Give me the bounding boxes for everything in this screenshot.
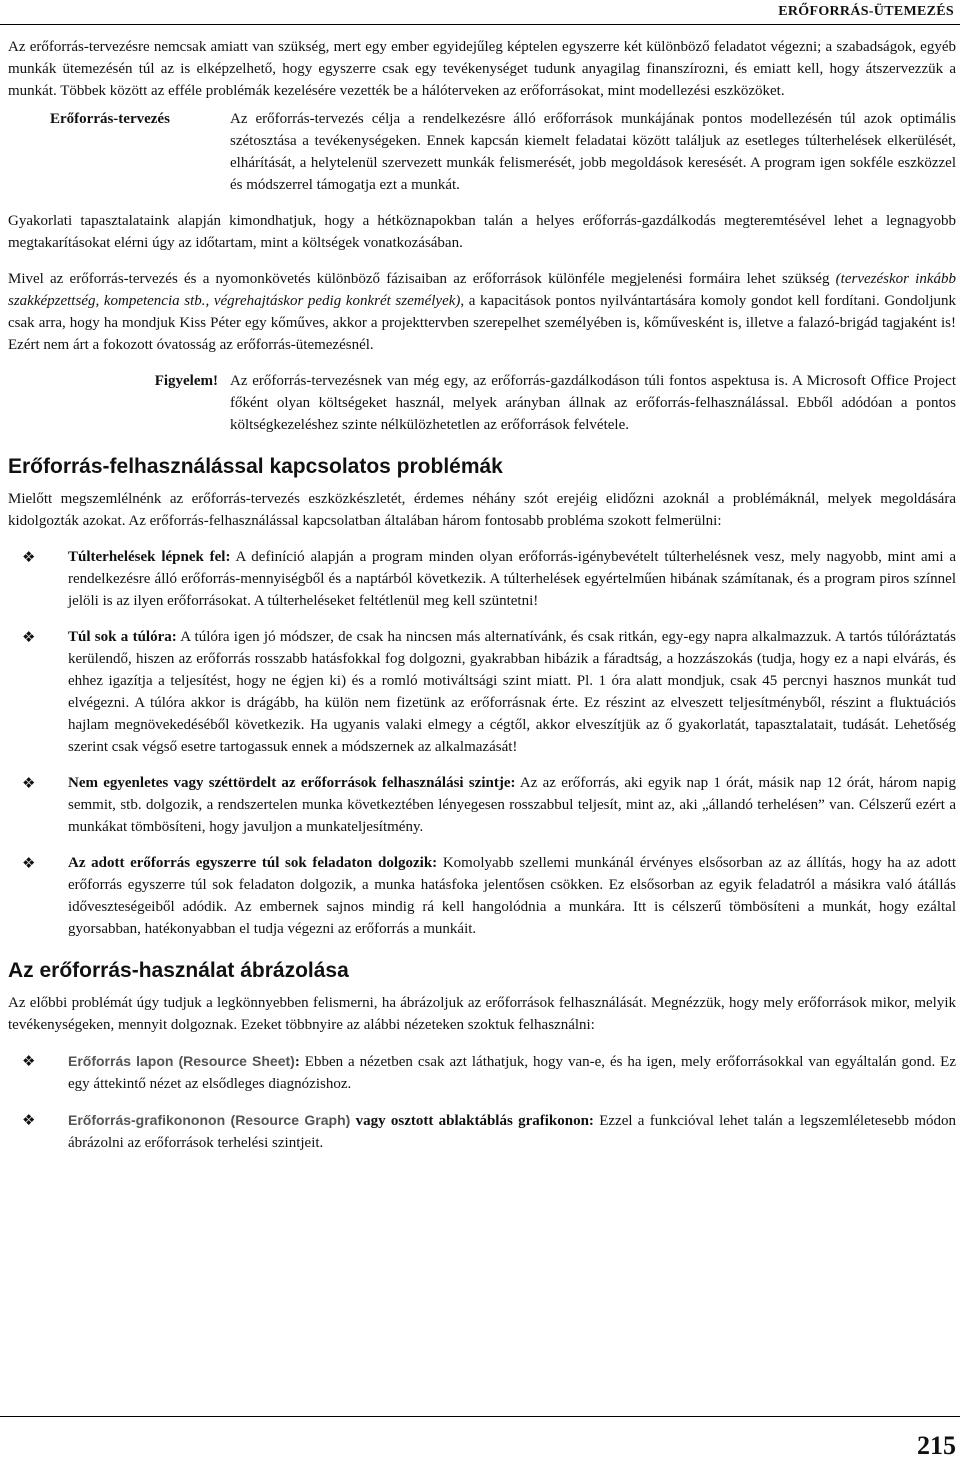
- list-item: ❖ Az adott erőforrás egyszerre túl sok feladaton dolgozik: Komolyabb szellemi munkánál érvényes elsősorban az az állítás, hogy ha az adott erőforrás egyszerre túl sok feladaton dolgozik, a munka hatásfoka jelentősen csökken. Ez elsősorban az egyik feladatról a másikra való átállás időveszteségeiből adódik. Az embernek sajnos mindig rá kell hangolódnia a munkára. Itt is célszerű tömbösíteni a munkát, hogy ezáltal gyorsabban, hatékonyabban el tudja végezni az erőforrás a munkáit.: [22, 854, 956, 937]
- italic-note: (tervezéskor inkább szakképzettség, kompetencia stb., végrehajtáskor pedig konkrét személyek): [8, 271, 956, 309]
- list-item: ❖ Erőforrás lapon (Resource Sheet): Ebben a nézetben csak azt láthatjuk, hogy van-e, és ha igen, mely erőforrásokkal van egyáltalán gond. Ez egy áttekintő nézet az elsődleges diagnózishoz.: [22, 1052, 957, 1092]
- checkmark-bullet-icon: ❖: [22, 774, 36, 792]
- problems-list: [8, 546, 956, 940]
- checkmark-bullet-icon: ❖: [22, 548, 36, 566]
- intro-paragraph: Az erőforrás-tervezésre nemcsak amiatt van szükség, mert egy ember egyidejűleg képtelen egyszerre két különböző feladatot végezni; a szabadságok, egyéb munkák ütemezésén túl az is elképzelhető, hogy egyszerre csak egy tevékenységet tudunk anyagilag finanszírozni, és emiatt kell, hogy átszervezzük a munkát. Többek között az efféle problémák kezelésére vezették be a hálóterveken az erőforrásokat, mint modellezési eszközöket.: [8, 39, 956, 99]
- section-heading-problems: Erőforrás-felhasználással kapcsolatos problémák: [8, 455, 503, 478]
- attention-label: Figyelem!: [154, 373, 218, 389]
- list-item: ❖ Erőforrás-grafikononon (Resource Graph) vagy osztott ablaktáblás grafikonon: Ezzel a funkcióval lehet talán a legszemléletesebb módon ábrázolni az erőforrások terhelési szintjeit.: [22, 1111, 956, 1151]
- page-number: 215: [917, 1431, 956, 1460]
- caution-paragraph: Mivel az erőforrás-tervezés és a nyomonkövetés különböző fázisaiban az erőforrások különféle megjelenési formáira lehet szükség (tervezéskor inkább szakképzettség, kompetencia stb., végrehajtáskor pedig konkrét személyek), a kapacitások pontos nyilvántartására komoly gondot kell fordítani. Gondoljunk csak arra, hogy ha mondjuk Kiss Péter egy kőműves, akkor a projekttervben szerepelhet személyében is, kőművesként is, illetve a falazó-brigád tagjaként is! Ezért nem árt a fokozott óvatosság az erőforrás-ütemezésnél.: [8, 271, 956, 353]
- section-heading-visualization: Az erőforrás-használat ábrázolása: [8, 959, 349, 982]
- checkmark-bullet-icon: ❖: [22, 854, 36, 872]
- checkmark-bullet-icon: ❖: [22, 628, 36, 646]
- attention-text: Az erőforrás-tervezésnek van még egy, az erőforrás-gazdálkodáson túli fontos aspektusa is. A Microsoft Office Project főként olyan költségeket használ, melyek arányban állnak az erőforrás-felhasználással. Ebből adódóan a pontos költségkezeléshez szinte nélkülözhetetlen az erőforrások felvétele.: [230, 373, 956, 433]
- visualization-intro: Az előbbi problémát úgy tudjuk a legkönnyebben felismerni, ha ábrázoljuk az erőforrások felhasználását. Megnézzük, hogy mely erőforrások mikor, melyik tevékenységeken, mennyit dolgoznak. Ezeket többnyire az alábbi nézeteken szoktuk felhasználni:: [8, 995, 956, 1033]
- running-title: ERŐFORRÁS-ÜTEMEZÉS: [778, 4, 954, 19]
- list-item: ❖ Túl sok a túlóra: A túlóra igen jó módszer, de csak ha nincsen más alternatívánk, és csak ritkán, egy-egy napra alkalmazzuk. A tartós túlóráztatás kerülendő, hiszen az erőforrás rosszabb hatásfokkal fog dolgozni, gyakrabban hibázik a fáradtság, a hozzászokás (tudja, hogy ez a napi elvárás, és ehhez igazítja a teljesítést, hogy ne égjen ki) és a romló motiváltsági szint miatt. Pl. 1 óra alatt mondjuk, csak 45 percnyi hasznos munkát tud elvégezni. A túlóra akkor is drágább, ha külön nem fizetünk az erőforrásnak érte. Ez részint az elveszett teljesítményből, részint a fluktuációs hajlam megnövekedéséből következik. Ha ugyanis valaki elmegy a cégtől, akkor elveszítjük az ő gyakorlatát, tapasztalatait, tudását. Lehetőség szerint csak végső esetre tartogassuk ennek a módszernek az alkalmazását!: [22, 628, 956, 755]
- list-item: ❖ Túlterhelések lépnek fel: A definíció alapján a program minden olyan erőforrás-igénybevételt túlterhelésnek vesz, mely nagyobb, mint ami a rendelkezésre álló erőforrás-mennyiségből és a naptárból következik. A túlterhelések egyértelműen hibának számítanak, és a program piros színnel jelöli is az ilyen erőforrásokat. A túlterheléseket feltétlenül meg kell szüntetni!: [22, 548, 956, 609]
- problems-intro: Mielőtt megszemlélnénk az erőforrás-tervezés eszközkészletét, érdemes néhány szót erejéig elidőzni azoknál a problémáknál, melyek megoldására kidolgozták azokat. Az erőforrás-felhasználással kapcsolatban általában három fontosabb probléma szokott felmerülni:: [8, 491, 956, 529]
- page-content: [8, 36, 956, 1154]
- margin-note-attention: [8, 370, 956, 436]
- margin-note-text: Az erőforrás-tervezés célja a rendelkezésre álló erőforrások munkájának pontos modellezésén túl azok optimális szétosztása a tevékenységeken. Ennek kapcsán kiemelt feladatai között találjuk az esetleges túlterhelések elkerülését, elhárítását, a helytelenül szervezett munkák felismerését, jobb megoldások keresését. A program igen sokféle eszközzel és módszerrel támogatja ezt a munkát.: [230, 111, 956, 193]
- margin-label: Erőforrás-tervezés: [50, 111, 170, 127]
- list-item: ❖ Nem egyenletes vagy széttördelt az erőforrások felhasználási szintje: Az az erőforrás, aki egyik nap 1 órát, másik nap 12 órát, három napig semmit, stb. dolgozik, a rendszertelen munka következtében lényegesen rosszabbul teljesít, mint az, aki „állandó terhelésen” van. Célszerű ezért a munkákat tömbösíteni, hogy javuljon a munkateljesítmény.: [22, 774, 956, 835]
- checkmark-bullet-icon: ❖: [22, 1052, 36, 1070]
- checkmark-bullet-icon: ❖: [22, 1111, 36, 1129]
- page-footer: [0, 1416, 960, 1460]
- practice-paragraph: Gyakorlati tapasztalataink alapján kimondhatjuk, hogy a hétköznapokban talán a helyes erőforrás-gazdálkodás megteremtésével lehet a legnagyobb megtakarításokat elérni úgy az időtartam, mint a költségek vonatkozásában.: [8, 213, 956, 251]
- views-list: [8, 1050, 956, 1154]
- margin-note-resource-planning: [8, 108, 956, 196]
- page-header: [0, 0, 960, 25]
